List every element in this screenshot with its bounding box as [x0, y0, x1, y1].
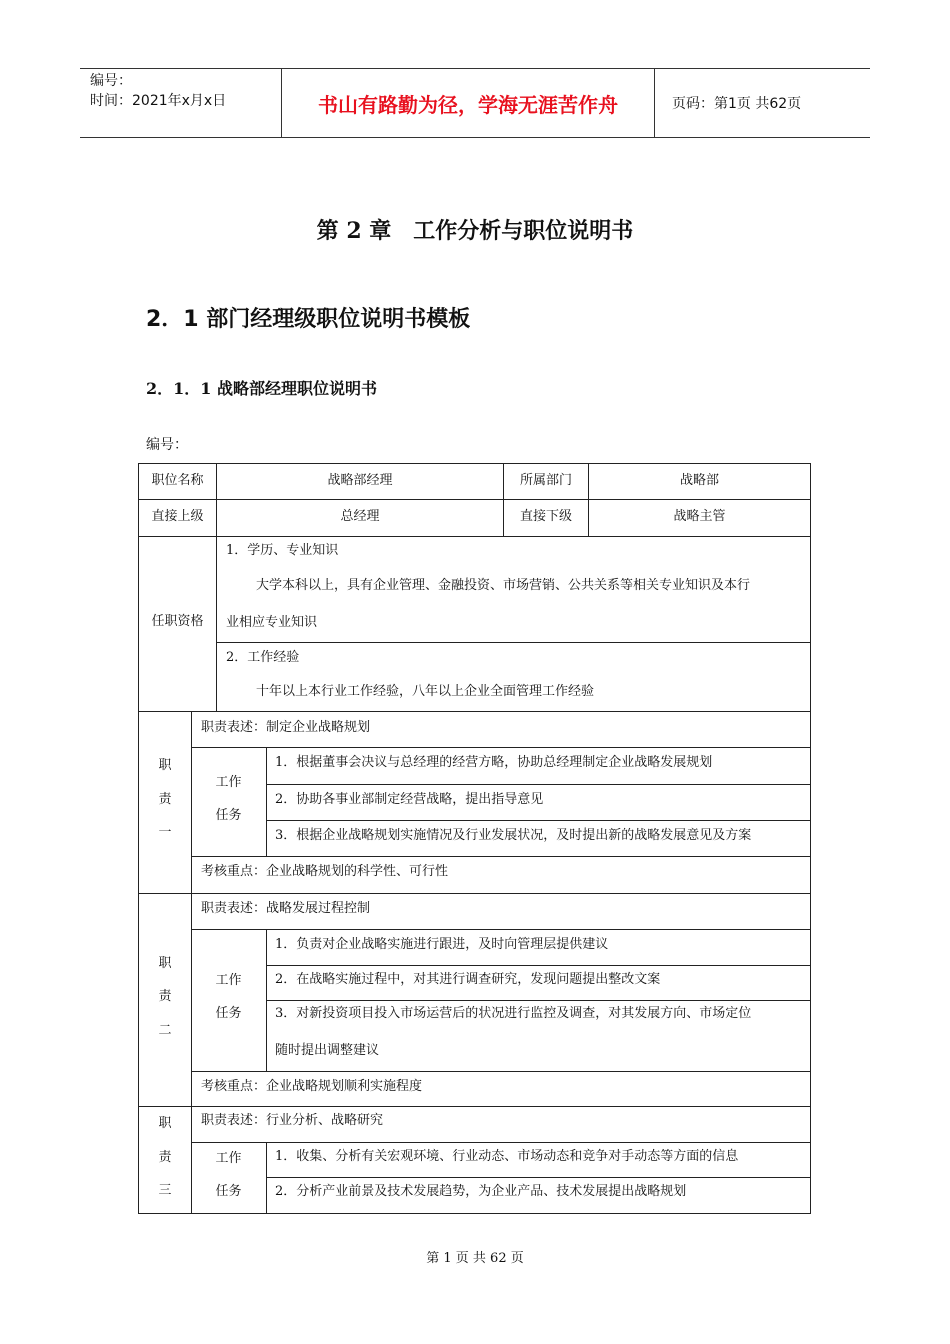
header-page-label	[664, 69, 870, 137]
duty1-task2: 2．协助各事业部制定经营战略，提出指导意见	[275, 792, 544, 807]
duty2-char1: 职	[158, 956, 172, 971]
header-motto: 书山有路勤为径，学海无涯苦作舟	[281, 69, 655, 137]
page-footer: 第 1 页 共 62 页	[426, 1251, 524, 1266]
qual1-title: 1．学历、专业知识	[226, 543, 339, 558]
duty3-char3: 三	[158, 1183, 172, 1198]
header-meta	[80, 69, 280, 137]
section-title: 2．1 部门经理级职位说明书模板	[146, 307, 471, 332]
duty3-char2: 责	[158, 1150, 172, 1165]
subsection-title: 2．1．1 战略部经理职位说明书	[146, 379, 377, 398]
chapter-title: 第 2 章 工作分析与职位说明书	[316, 218, 634, 244]
subordinate-label: 直接下级	[519, 509, 572, 524]
qual1-line2: 业相应专业知识	[226, 615, 318, 630]
duty1-task-label-2: 任务	[215, 808, 242, 823]
duty1-char2: 责	[158, 792, 172, 807]
duty2-task2: 2．在战略实施过程中，对其进行调查研究，发现问题提出整改文案	[275, 972, 661, 987]
qualification-label: 任职资格	[151, 614, 204, 629]
department-label: 所属部门	[519, 473, 572, 488]
qual2-line1: 十年以上本行业工作经验，八年以上企业全面管理工作经验	[256, 684, 595, 699]
duty1-char3: 一	[158, 825, 172, 840]
duty1-task1: 1．根据董事会决议与总经理的经营方略，协助总经理制定企业战略发展规划	[275, 755, 713, 770]
header-page-text: 页码：第1页 共62页	[672, 96, 802, 112]
duty3-task-label-2: 任务	[215, 1184, 242, 1199]
header-time-label: 时间：2021年x月x日	[90, 93, 227, 109]
duty1-assessment: 考核重点：企业战略规划的科学性、可行性	[201, 864, 449, 879]
page-header	[80, 68, 870, 138]
superior-value: 总经理	[340, 509, 380, 524]
header-number-label: 编号：	[90, 73, 132, 89]
duty1-task3: 3．根据企业战略规划实施情况及行业发展状况，及时提出新的战略发展意见及方案	[275, 828, 752, 843]
duty3-task1: 1．收集、分析有关宏观环境、行业动态、市场动态和竞争对手动态等方面的信息	[275, 1149, 739, 1164]
duty1-char1: 职	[158, 758, 172, 773]
position-name-label: 职位名称	[151, 473, 204, 488]
duty2-task-label-1: 工作	[215, 973, 242, 988]
duty3-task-label-1: 工作	[215, 1151, 242, 1166]
department-value: 战略部	[679, 473, 719, 488]
duty2-task-label-2: 任务	[215, 1006, 242, 1021]
qual2-title: 2．工作经验	[226, 650, 300, 665]
duty2-task3-line2: 随时提出调整建议	[275, 1043, 380, 1058]
doc-number-label: 编号：	[146, 437, 188, 453]
duty3-char1: 职	[158, 1116, 172, 1131]
duty1-task-label-1: 工作	[215, 775, 242, 790]
duty3-statement: 职责表述：行业分析、战略研究	[201, 1113, 384, 1128]
duty2-task3-line1: 3．对新投资项目投入市场运营后的状况进行监控及调查，对其发展方向、市场定位	[275, 1006, 752, 1021]
duty2-statement: 职责表述：战略发展过程控制	[201, 901, 371, 916]
duty2-task1: 1．负责对企业战略实施进行跟进，及时向管理层提供建议	[275, 937, 609, 952]
duty1-statement: 职责表述：制定企业战略规划	[201, 720, 371, 735]
duty3-task2: 2．分析产业前景及技术发展趋势，为企业产品、技术发展提出战略规划	[275, 1184, 687, 1199]
duty2-assessment: 考核重点：企业战略规划顺利实施程度	[201, 1079, 423, 1094]
duty2-char2: 责	[158, 989, 172, 1004]
duty2-char3: 二	[158, 1023, 172, 1038]
subordinate-value: 战略主管	[673, 509, 726, 524]
qual1-line1: 大学本科以上，具有企业管理、金融投资、市场营销、公共关系等相关专业知识及本行	[256, 578, 751, 593]
superior-label: 直接上级	[151, 509, 204, 524]
position-name-value: 战略部经理	[327, 473, 393, 488]
job-description-table	[138, 463, 811, 1214]
